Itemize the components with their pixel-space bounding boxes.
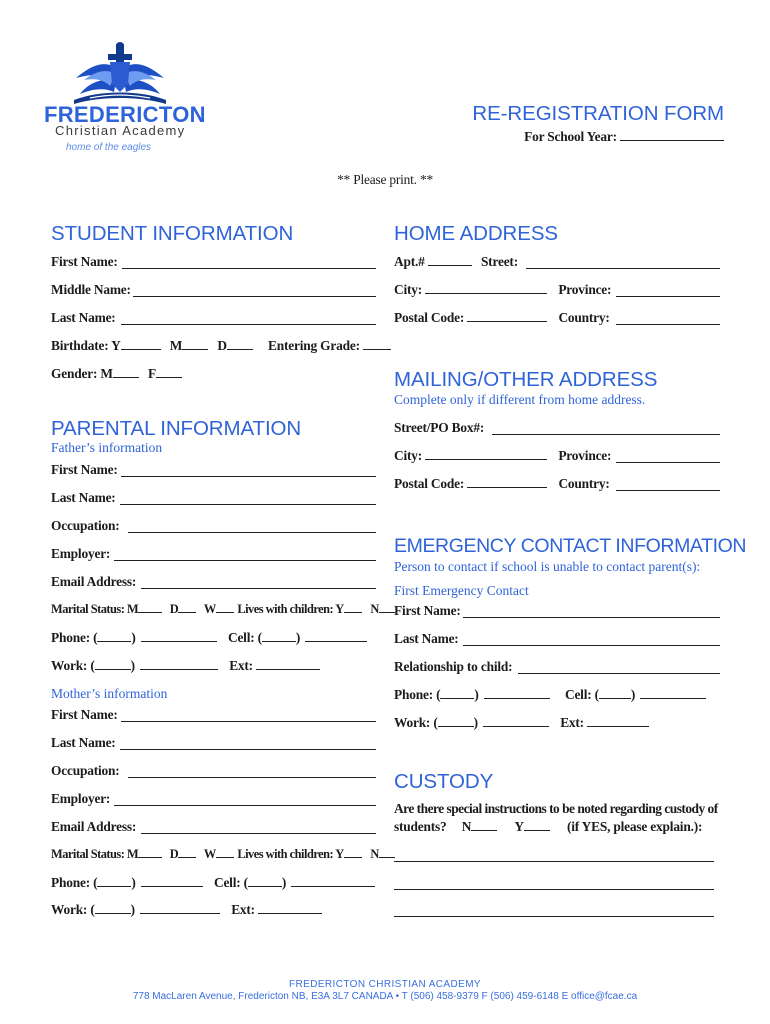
birthdate-year-label: Birthdate: Y <box>51 338 121 353</box>
emergency-work-label: Work: ( <box>394 715 438 730</box>
gender-female-field[interactable] <box>156 377 182 378</box>
home-street-field[interactable] <box>526 268 720 269</box>
father-phone-area-field[interactable] <box>97 641 131 642</box>
father-occupation-label: Occupation: <box>51 518 120 533</box>
emergency-cell-label: Cell: ( <box>564 687 599 702</box>
mailing-address-heading: MAILING/OTHER ADDRESS <box>394 368 658 391</box>
mailing-postal-label: Postal Code: <box>394 476 465 491</box>
home-postal-row <box>394 310 610 326</box>
mother-lives-with-n-field[interactable] <box>379 857 395 858</box>
mother-marital-label: Marital Status: M <box>51 847 139 861</box>
father-lives-with-n-field[interactable] <box>379 612 395 613</box>
custody-yes-label: Y <box>514 819 524 834</box>
father-work-label: Work: ( <box>51 658 95 673</box>
home-apt-field[interactable] <box>428 265 472 266</box>
father-first-name-field[interactable] <box>121 476 376 477</box>
mother-marital-w-field[interactable] <box>216 857 234 858</box>
emergency-work-row <box>394 715 649 731</box>
father-marital-row <box>51 602 395 617</box>
father-employer-field[interactable] <box>114 560 376 561</box>
emergency-phone-area-field[interactable] <box>440 698 474 699</box>
father-marital-w-label: W <box>203 602 216 616</box>
footer-school-name: FREDERICTON CHRISTIAN ACADEMY <box>289 979 481 990</box>
student-middle-name-label: Middle Name: <box>51 282 131 297</box>
custody-yes-field[interactable] <box>524 830 550 831</box>
home-street-label: Street: <box>480 254 518 269</box>
father-work-row <box>51 658 320 674</box>
mother-last-name-field[interactable] <box>120 749 376 750</box>
mother-email-label: Email Address: <box>51 819 137 834</box>
mother-lives-with-n-label: N <box>370 847 379 861</box>
paren: ) <box>130 658 135 673</box>
emergency-first-name-field[interactable] <box>463 617 720 618</box>
paren: ) <box>131 875 136 890</box>
mother-marital-d-label: D <box>169 847 179 861</box>
custody-explain-line-2[interactable] <box>394 889 714 890</box>
home-address-heading: HOME ADDRESS <box>394 222 558 245</box>
father-email-field[interactable] <box>141 588 376 589</box>
school-name: FREDERICTON <box>44 102 206 127</box>
father-marital-d-field[interactable] <box>178 612 196 613</box>
emergency-ext-field[interactable] <box>587 726 649 727</box>
father-marital-m-field[interactable] <box>138 612 162 613</box>
mailing-city-row <box>394 448 611 464</box>
custody-explain-line-1[interactable] <box>394 861 714 862</box>
mother-employer-label: Employer: <box>51 791 111 806</box>
eagle-wings-crest-icon <box>70 40 170 108</box>
paren: ) <box>474 687 479 702</box>
entering-grade-field[interactable] <box>363 349 391 350</box>
father-phone-label: Phone: ( <box>51 630 98 645</box>
father-cell-field[interactable] <box>305 641 367 642</box>
paren: ) <box>130 902 135 917</box>
father-ext-field[interactable] <box>256 669 320 670</box>
father-cell-label: Cell: ( <box>227 630 262 645</box>
emergency-phone-field[interactable] <box>484 698 550 699</box>
school-subname: Christian Academy <box>55 123 186 138</box>
mother-ext-field[interactable] <box>258 913 322 914</box>
mother-first-name-label: First Name: <box>51 707 118 722</box>
father-first-name-label: First Name: <box>51 462 118 477</box>
home-city-field[interactable] <box>425 293 547 294</box>
custody-explain-line-3[interactable] <box>394 916 714 917</box>
paren: ) <box>281 875 287 890</box>
father-phone-field[interactable] <box>141 641 217 642</box>
mother-lives-with-y-field[interactable] <box>344 857 362 858</box>
mother-phone-label: Phone: ( <box>51 875 98 890</box>
home-province-label: Province: <box>558 282 612 297</box>
gender-row <box>51 366 182 382</box>
father-occupation-field[interactable] <box>128 532 376 533</box>
custody-no-label: N <box>461 819 472 834</box>
home-country-label: Country: <box>558 310 610 325</box>
first-emergency-contact-subheading: First Emergency Contact <box>394 583 529 598</box>
parental-info-heading: PARENTAL INFORMATION <box>51 417 302 440</box>
birthdate-day-label: D <box>217 338 227 353</box>
father-last-name-label: Last Name: <box>51 490 116 505</box>
mother-phone-row <box>51 875 375 891</box>
father-last-name-field[interactable] <box>120 504 376 505</box>
emergency-relationship-field[interactable] <box>518 673 720 674</box>
father-lives-with-n-label: N <box>370 602 379 616</box>
school-year-field[interactable] <box>620 140 724 141</box>
emergency-contact-heading: EMERGENCY CONTACT INFORMATION <box>394 535 747 557</box>
custody-if-yes-label: (if YES, please explain.): <box>566 819 703 834</box>
student-first-name-field[interactable] <box>122 268 376 269</box>
mother-work-area-field[interactable] <box>95 913 131 914</box>
birthdate-day-field[interactable] <box>227 349 253 350</box>
mailing-province-field[interactable] <box>616 462 720 463</box>
father-marital-label: Marital Status: M <box>51 602 139 616</box>
student-info-heading: STUDENT INFORMATION <box>51 222 294 245</box>
mailing-street-field[interactable] <box>492 434 720 435</box>
entering-grade-label: Entering Grade: <box>268 338 360 353</box>
paren: ) <box>295 630 301 645</box>
mother-email-field[interactable] <box>141 833 376 834</box>
mother-last-name-label: Last Name: <box>51 735 116 750</box>
father-email-label: Email Address: <box>51 574 137 589</box>
school-tagline: home of the eagles <box>66 142 152 153</box>
mother-lives-with-label: Lives with children: Y <box>237 847 344 861</box>
home-postal-label: Postal Code: <box>394 310 465 325</box>
please-print-note: ** Please print. ** <box>337 172 433 187</box>
mailing-country-field[interactable] <box>616 490 720 491</box>
custody-students-label: students? <box>394 819 447 834</box>
birthdate-row <box>51 338 391 354</box>
mother-info-subheading: Mother’s information <box>51 686 168 701</box>
emergency-last-name-label: Last Name: <box>394 631 459 646</box>
custody-answer-row <box>394 819 702 835</box>
father-work-field[interactable] <box>140 669 218 670</box>
mailing-city-label: City: <box>394 448 423 463</box>
father-lives-with-label: Lives with children: Y <box>237 602 344 616</box>
mailing-country-label: Country: <box>558 476 610 491</box>
mother-ext-label: Ext: <box>231 902 255 917</box>
school-year-label: For School Year: <box>524 129 617 144</box>
gender-male-field[interactable] <box>113 377 139 378</box>
mother-occupation-label: Occupation: <box>51 763 120 778</box>
mother-phone-area-field[interactable] <box>97 886 131 887</box>
footer-address: 778 MacLaren Avenue, Fredericton NB, E3A 3L7 CANADA • T (506) 458-9379 F (506) 459-6148 E office@fcae.ca <box>132 991 638 1002</box>
emergency-work-area-field[interactable] <box>438 726 474 727</box>
home-province-field[interactable] <box>616 296 720 297</box>
father-employer-label: Employer: <box>51 546 111 561</box>
mailing-street-label: Street/PO Box#: <box>394 420 485 435</box>
emergency-phone-row <box>394 687 706 703</box>
emergency-first-name-label: First Name: <box>394 603 461 618</box>
custody-question: Are there special instructions to be noted regarding custody of <box>394 801 718 816</box>
emergency-last-name-field[interactable] <box>463 645 720 646</box>
mailing-postal-field[interactable] <box>467 487 547 488</box>
mother-marital-m-field[interactable] <box>138 857 162 858</box>
mother-occupation-field[interactable] <box>128 777 376 778</box>
custody-heading: CUSTODY <box>394 770 494 793</box>
emergency-cell-field[interactable] <box>640 698 706 699</box>
father-work-area-field[interactable] <box>95 669 131 670</box>
emergency-relationship-label: Relationship to child: <box>394 659 513 674</box>
father-marital-w-field[interactable] <box>216 612 234 613</box>
father-ext-label: Ext: <box>229 658 253 673</box>
mother-cell-field[interactable] <box>291 886 375 887</box>
home-apt-street-row <box>394 254 518 270</box>
home-city-label: City: <box>394 282 423 297</box>
mother-work-field[interactable] <box>140 913 220 914</box>
student-middle-name-field[interactable] <box>133 296 376 297</box>
mother-employer-field[interactable] <box>114 805 376 806</box>
mailing-postal-row <box>394 476 610 492</box>
father-marital-d-label: D <box>169 602 179 616</box>
home-city-row <box>394 282 611 298</box>
father-phone-row <box>51 630 367 646</box>
emergency-contact-note: Person to contact if school is unable to contact parent(s): <box>394 559 701 574</box>
form-title: RE-REGISTRATION FORM <box>472 102 724 125</box>
paren: ) <box>473 715 478 730</box>
school-year-row <box>524 129 724 145</box>
mother-marital-w-label: W <box>203 847 216 861</box>
mother-marital-d-field[interactable] <box>178 857 196 858</box>
father-lives-with-y-field[interactable] <box>344 612 362 613</box>
gender-female-label: F <box>147 366 156 381</box>
mother-work-label: Work: ( <box>51 902 95 917</box>
mother-marital-row <box>51 847 395 862</box>
mother-phone-field[interactable] <box>141 886 203 887</box>
mailing-province-label: Province: <box>558 448 612 463</box>
mother-work-row <box>51 902 322 918</box>
student-first-name-label: First Name: <box>51 254 118 269</box>
emergency-cell-area-field[interactable] <box>599 698 631 699</box>
mother-first-name-field[interactable] <box>121 721 376 722</box>
home-country-field[interactable] <box>616 324 720 325</box>
father-cell-area-field[interactable] <box>262 641 296 642</box>
paren: ) <box>630 687 636 702</box>
gender-male-label: Gender: M <box>51 366 113 381</box>
birthdate-month-field[interactable] <box>182 349 208 350</box>
father-info-subheading: Father’s information <box>51 440 163 455</box>
mailing-city-field[interactable] <box>425 459 547 460</box>
emergency-ext-label: Ext: <box>560 715 584 730</box>
student-last-name-label: Last Name: <box>51 310 116 325</box>
emergency-work-field[interactable] <box>483 726 549 727</box>
mother-cell-label: Cell: ( <box>213 875 248 890</box>
home-apt-label: Apt.# <box>394 254 425 269</box>
custody-no-field[interactable] <box>471 830 497 831</box>
home-postal-field[interactable] <box>467 321 547 322</box>
birthdate-month-label: M <box>169 338 183 353</box>
birthdate-year-field[interactable] <box>121 349 161 350</box>
paren: ) <box>131 630 136 645</box>
emergency-phone-label: Phone: ( <box>394 687 441 702</box>
mailing-address-note: Complete only if different from home address. <box>394 392 646 407</box>
mother-cell-area-field[interactable] <box>248 886 282 887</box>
student-last-name-field[interactable] <box>121 324 376 325</box>
